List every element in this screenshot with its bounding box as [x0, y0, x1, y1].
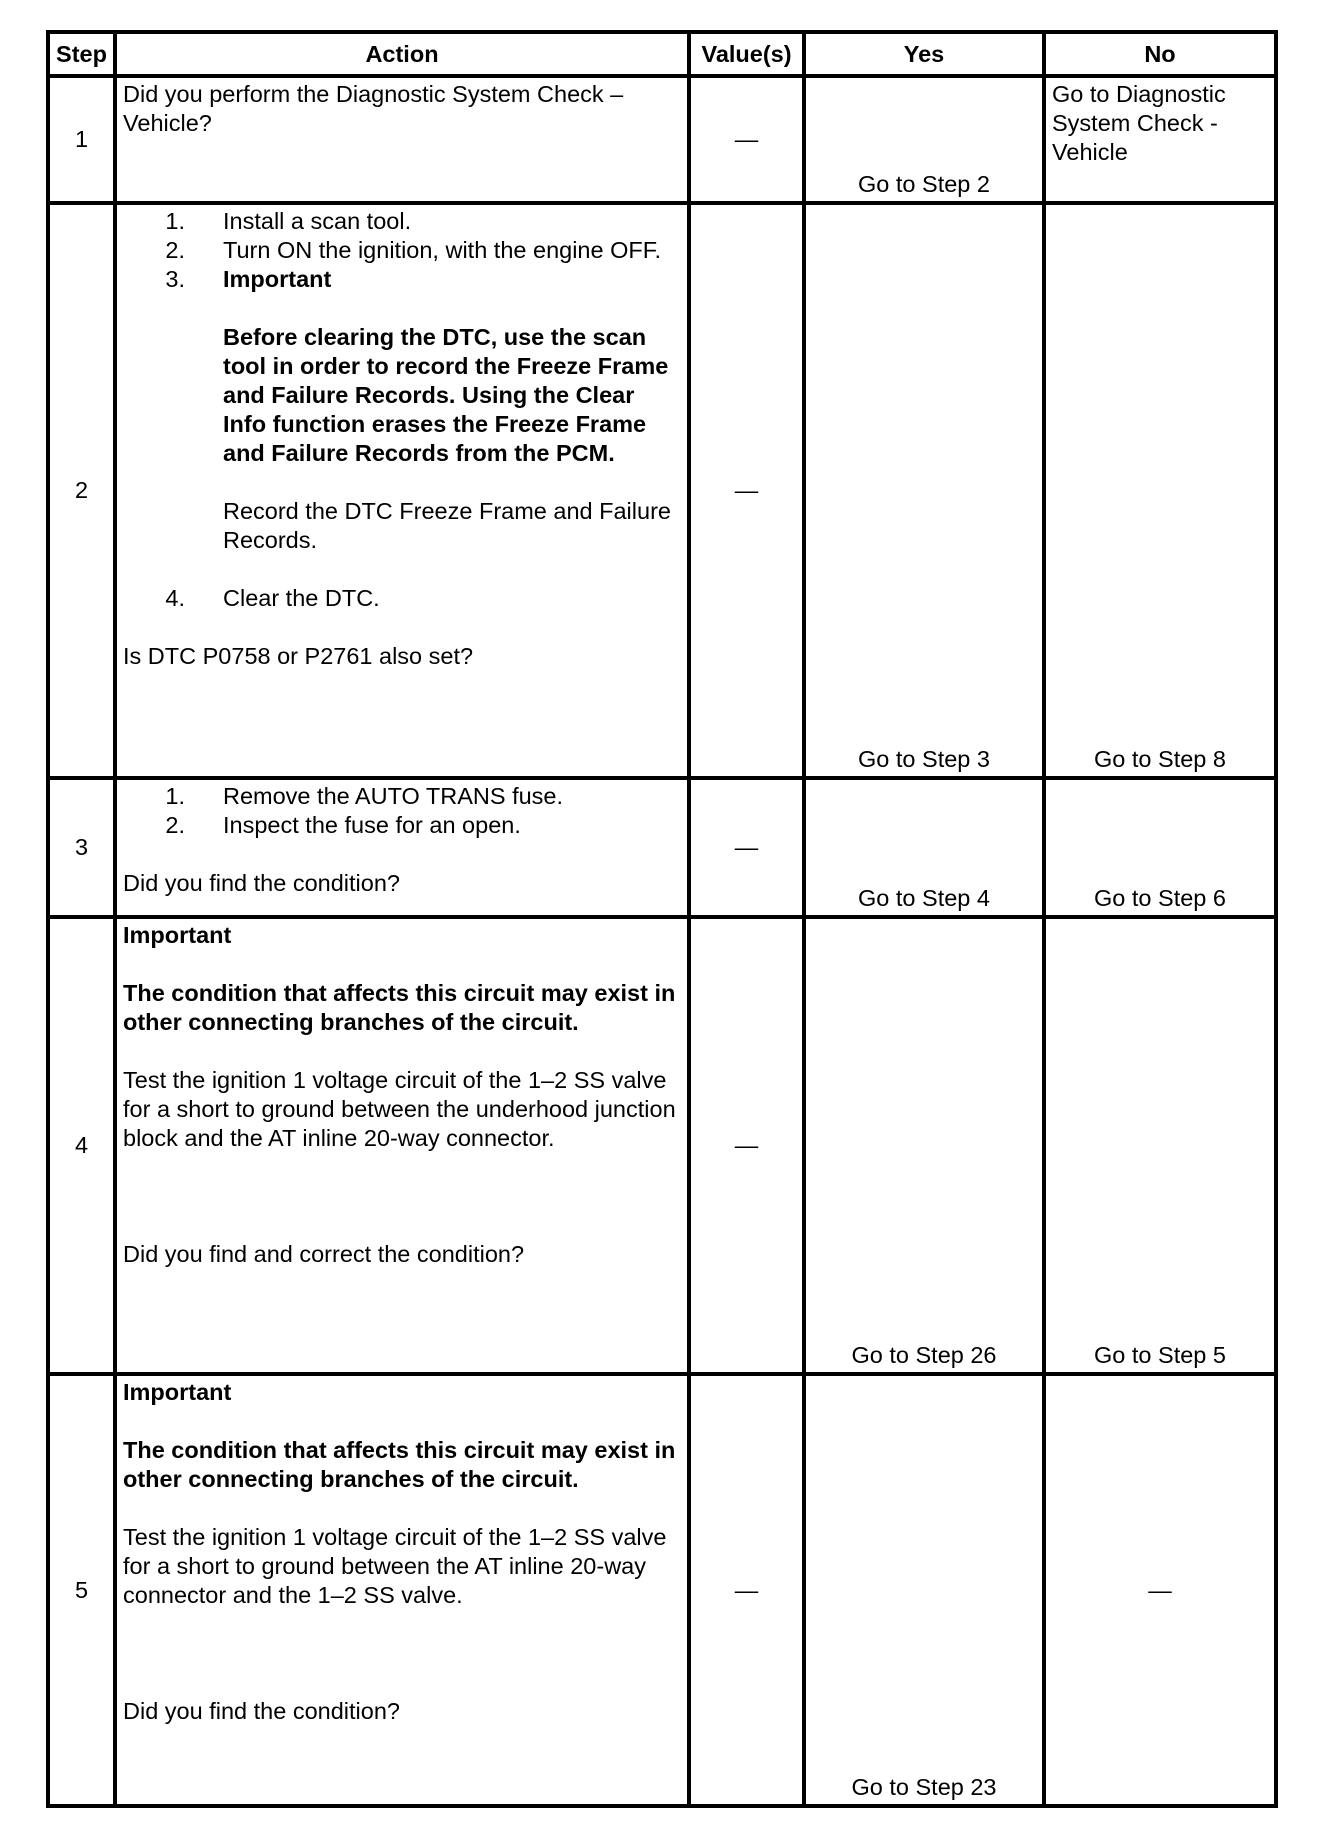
- body-text: Test the ignition 1 voltage circuit of the 1–2 SS valve for a short to ground between the underhood junction block and the AT inline 20-way connector.: [123, 1066, 676, 1151]
- list-text: Turn ON the ignition, with the engine OFF.: [223, 237, 662, 264]
- table-row: [48, 917, 1276, 1375]
- list-text: Install a scan tool.: [223, 208, 412, 235]
- no-cell: —: [1044, 1374, 1276, 1806]
- step-number: 4: [48, 917, 115, 1375]
- question-text: Is DTC P0758 or P2761 also set?: [123, 643, 474, 670]
- table-row: [48, 778, 1276, 916]
- value-cell: —: [689, 917, 804, 1375]
- diagnostic-table: [46, 30, 1278, 1808]
- table-row: [48, 76, 1276, 203]
- list-item: [123, 782, 681, 811]
- value-cell: —: [689, 778, 804, 916]
- procedure-list: [123, 782, 681, 840]
- list-text: Remove the AUTO TRANS fuse.: [223, 783, 564, 810]
- important-text: Before clearing the DTC, use the scan tool in order to record the Freeze Frame and Failure Records. Using the Clear Info function erases the Freeze Frame and Failure Records from the PCM.: [223, 324, 669, 467]
- important-label: Important: [123, 921, 232, 948]
- procedure-list: [123, 207, 681, 613]
- header-values: Value(s): [689, 32, 804, 76]
- yes-cell: Go to Step 26: [804, 917, 1044, 1375]
- list-number: 1.: [165, 783, 185, 810]
- step-number: 2: [48, 203, 115, 778]
- value-cell: —: [689, 203, 804, 778]
- important-label: Important: [123, 1379, 232, 1406]
- important-label: Important: [223, 266, 332, 293]
- record-text: Record the DTC Freeze Frame and Failure Records.: [223, 498, 671, 554]
- list-number: 3.: [165, 266, 185, 293]
- yes-cell: Go to Step 2: [804, 76, 1044, 203]
- list-item: [123, 265, 681, 294]
- header-no: No: [1044, 32, 1276, 76]
- header-yes: Yes: [804, 32, 1044, 76]
- question-text: Did you perform the Diagnostic System Check – Vehicle?: [123, 81, 624, 136]
- header-step: Step: [48, 32, 115, 76]
- step-number: 1: [48, 76, 115, 203]
- question-text: Did you find and correct the condition?: [123, 1240, 525, 1267]
- value-cell: —: [689, 1374, 804, 1806]
- list-item: [123, 584, 681, 613]
- table-row: [48, 1374, 1276, 1806]
- body-text: Test the ignition 1 voltage circuit of the 1–2 SS valve for a short to ground between the AT inline 20-way connector and the 1–2 SS valve.: [123, 1524, 667, 1609]
- list-number: 2.: [165, 812, 185, 839]
- list-number: 2.: [165, 237, 185, 264]
- action-cell: [115, 1374, 689, 1806]
- step-number: 5: [48, 1374, 115, 1806]
- action-cell: [115, 778, 689, 916]
- yes-cell: Go to Step 23: [804, 1374, 1044, 1806]
- list-number: 1.: [165, 208, 185, 235]
- yes-cell: Go to Step 4: [804, 778, 1044, 916]
- no-cell: Go to Step 5: [1044, 917, 1276, 1375]
- no-cell: Go to Diagnostic System Check - Vehicle: [1044, 76, 1276, 203]
- list-text: Clear the DTC.: [223, 585, 380, 612]
- list-item: [123, 207, 681, 236]
- list-text: Inspect the fuse for an open.: [223, 812, 521, 839]
- list-item: [123, 236, 681, 265]
- yes-cell: Go to Step 3: [804, 203, 1044, 778]
- no-cell: Go to Step 8: [1044, 203, 1276, 778]
- important-text: The condition that affects this circuit may exist in other connecting branches of the circuit.: [123, 979, 676, 1035]
- no-cell: Go to Step 6: [1044, 778, 1276, 916]
- table-row: [48, 203, 1276, 778]
- value-cell: —: [689, 76, 804, 203]
- action-cell: [115, 917, 689, 1375]
- question-text: Did you find the condition?: [123, 870, 400, 897]
- header-row: [48, 32, 1276, 76]
- list-item: [123, 811, 681, 840]
- step-number: 3: [48, 778, 115, 916]
- list-number: 4.: [165, 585, 185, 612]
- important-text: The condition that affects this circuit may exist in other connecting branches of the circuit.: [123, 1437, 676, 1493]
- header-action: Action: [115, 32, 689, 76]
- question-text: Did you find the condition?: [123, 1698, 400, 1725]
- action-cell: [115, 203, 689, 778]
- list-item-continued: [123, 294, 681, 584]
- action-cell: [115, 76, 689, 203]
